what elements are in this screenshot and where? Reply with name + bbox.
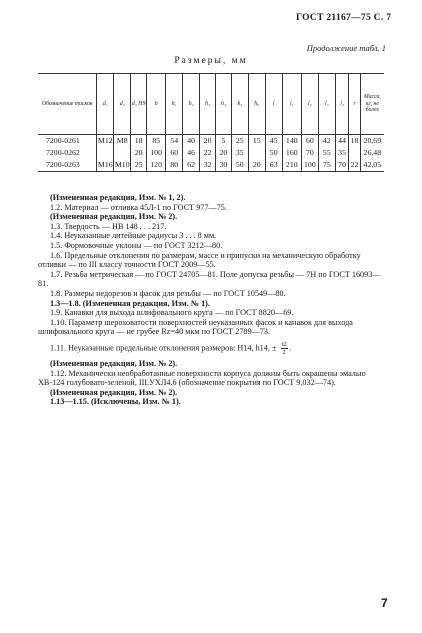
- clause-1-7: 1.7. Резьба метрическая — по ГОСТ 24705—81. Поле допуска резьбы — 7Н по ГОСТ 16093—81.: [38, 269, 381, 289]
- col-header: l: [265, 74, 282, 135]
- col-header: Обозначение тисков: [38, 74, 97, 135]
- dimensions-table: [38, 73, 384, 172]
- col-header: Масса, кг, не более: [360, 74, 384, 135]
- table-cell: 5: [215, 135, 231, 148]
- table-cell: 85: [147, 135, 166, 148]
- col-header: h₁: [166, 74, 183, 135]
- table-cell: M10: [114, 159, 131, 172]
- table-cell: M8: [114, 135, 131, 148]
- table-cell: 18: [131, 135, 147, 148]
- clause-1-12: 1.12. Механически необработанные поверхности корпуса должны быть окрашены эмалью ХВ-124 голубовато-зеленой, III.УХЛ4.6 (обозначение покрытия по ГОСТ 9.032—74).: [38, 368, 366, 388]
- table-cell: 46: [183, 147, 200, 159]
- clause-1-9: 1.9. Канавки для выхода шлифовального круга — по ГОСТ 8820—69.: [50, 308, 294, 318]
- table-caption: Размеры, мм: [174, 56, 248, 66]
- table-cell: 45: [265, 135, 282, 148]
- col-header: l₄: [335, 74, 349, 135]
- table-cell: [97, 147, 114, 159]
- table-cell: 100: [147, 147, 166, 159]
- table-cell: 210: [282, 159, 301, 172]
- table-cell: 35: [231, 147, 248, 159]
- table-cell: 70: [335, 159, 349, 172]
- clause-1-5: 1.5. Формовочные уклоны — по ГОСТ 3212—80.: [50, 240, 223, 250]
- table-cell: 32: [200, 159, 216, 172]
- col-header: h₂: [183, 74, 200, 135]
- table-cell: 50: [265, 147, 282, 159]
- table-cell: 40: [183, 135, 200, 148]
- table-cell: 80: [166, 159, 183, 172]
- page-header: ГОСТ 21167—75 С. 7: [296, 13, 392, 23]
- table-cell: 25: [231, 135, 248, 148]
- table-cell: 7200-0263: [38, 159, 97, 172]
- table-header-row: [38, 74, 384, 135]
- col-header: h₃: [200, 74, 216, 135]
- table-cell: 75: [318, 159, 335, 172]
- table-cell: M12: [97, 136, 113, 145]
- table-cell: 42: [318, 135, 335, 148]
- clause-1-11-text: 1.11. Неуказанные предельные отклонения размеров: Н14, h14, ±: [50, 343, 277, 353]
- table-cell: 140: [282, 135, 301, 148]
- table-cell: [114, 147, 131, 159]
- clause-1-8: 1.8. Размеры недорезов и фасок для резьбы — по ГОСТ 10549—80.: [50, 288, 286, 298]
- table-cell: 42,05: [360, 159, 384, 172]
- table-cell: 20: [131, 147, 147, 159]
- table-cell: 50: [231, 159, 248, 172]
- table-cell: 20: [200, 135, 216, 148]
- table-cell: [248, 147, 265, 159]
- clause-1-11-end: .: [289, 343, 292, 353]
- table-cell: 18: [350, 136, 359, 145]
- table-cell: 15: [248, 135, 265, 148]
- amendment-note: 1.3—1.8. (Измененная редакция, Изм. № 1).: [50, 298, 210, 308]
- col-header: l₂: [301, 74, 318, 135]
- table-cell: M16: [97, 159, 114, 172]
- table-row: [38, 147, 384, 159]
- table-row: [38, 159, 384, 172]
- amendment-note: (Измененная редакция, Изм. № 1, 2).: [50, 193, 186, 202]
- clause-1-3: 1.3. Твердость — НВ 148 . . . 217.: [50, 221, 167, 231]
- clause-1-4: 1.4. Неуказанные литейные радиусы 3 . . . 8 мм.: [50, 231, 217, 241]
- amendment-note: (Измененная редакция, Изм. № 2).: [50, 212, 178, 222]
- table-cell: 7200-0261: [46, 136, 80, 145]
- amendment-note: (Измененная редакция, Изм. № 2).: [50, 387, 178, 397]
- tolerance-fraction: [281, 341, 288, 356]
- table-cell: 25: [131, 159, 147, 172]
- page-number: 7: [381, 596, 388, 610]
- fraction-numerator: t2: [281, 340, 287, 348]
- table-cell: 63: [265, 159, 282, 172]
- col-header: h₅: [231, 74, 248, 135]
- col-header: d₃ Н9: [131, 74, 147, 135]
- clause-1-13-1-15: 1.13—1.15. (Исключены, Изм. № 1).: [50, 397, 181, 407]
- table-cell: 70: [301, 147, 318, 159]
- table-cell: 26,48: [360, 147, 384, 159]
- col-header: l₃: [318, 74, 335, 135]
- table-cell: 62: [183, 159, 200, 172]
- table-cell: 20: [248, 159, 265, 172]
- table-cell: 22: [349, 159, 360, 172]
- table-cell: 44: [335, 135, 349, 148]
- table-continuation-label: Продолжение табл. 1: [306, 43, 386, 53]
- clause-1-10: 1.10. Параметр шероховатости поверхностей неуказанных фасок и канавок для выхода шлифовального круга — не грубее Rz=40 мкм по ГОСТ 2789—73.: [38, 317, 353, 337]
- table-cell: 22: [200, 147, 216, 159]
- clause-1-2: 1.2. Материал — отливка 45Л-1 по ГОСТ 977—75.: [50, 202, 227, 212]
- clause-1-6: 1.6. Предельные отклонения по размерам, массе и припуски на механическую обработку отливки — по III классу точности ГОСТ 2009—55.: [38, 250, 361, 270]
- table-cell: 160: [282, 147, 301, 159]
- table-cell: 55: [318, 147, 335, 159]
- col-header: d₂: [114, 74, 131, 135]
- document-body: [38, 193, 388, 407]
- table-cell: 7200-0262: [46, 148, 80, 157]
- fraction-denominator: 2: [282, 348, 286, 356]
- clause-1-11: [50, 341, 388, 356]
- col-header: h₆: [248, 74, 265, 135]
- table-cell: 20: [215, 147, 231, 159]
- table-row: [38, 135, 384, 148]
- table-cell: 60: [301, 135, 318, 148]
- table-cell: 20,69: [360, 135, 384, 148]
- col-header: r: [349, 74, 360, 135]
- table-cell: 120: [147, 159, 166, 172]
- table-cell: 100: [301, 159, 318, 172]
- col-header: l₁: [282, 74, 301, 135]
- col-header: b: [147, 74, 166, 135]
- table-cell: 60: [166, 147, 183, 159]
- table-cell: 30: [215, 159, 231, 172]
- table-cell: [349, 147, 360, 159]
- col-header: d₁: [97, 74, 114, 135]
- amendment-note: (Измененная редакция, Изм. № 2).: [50, 358, 178, 368]
- col-header: h₄: [215, 74, 231, 135]
- table-cell: 35: [335, 147, 349, 159]
- table-cell: 54: [166, 135, 183, 148]
